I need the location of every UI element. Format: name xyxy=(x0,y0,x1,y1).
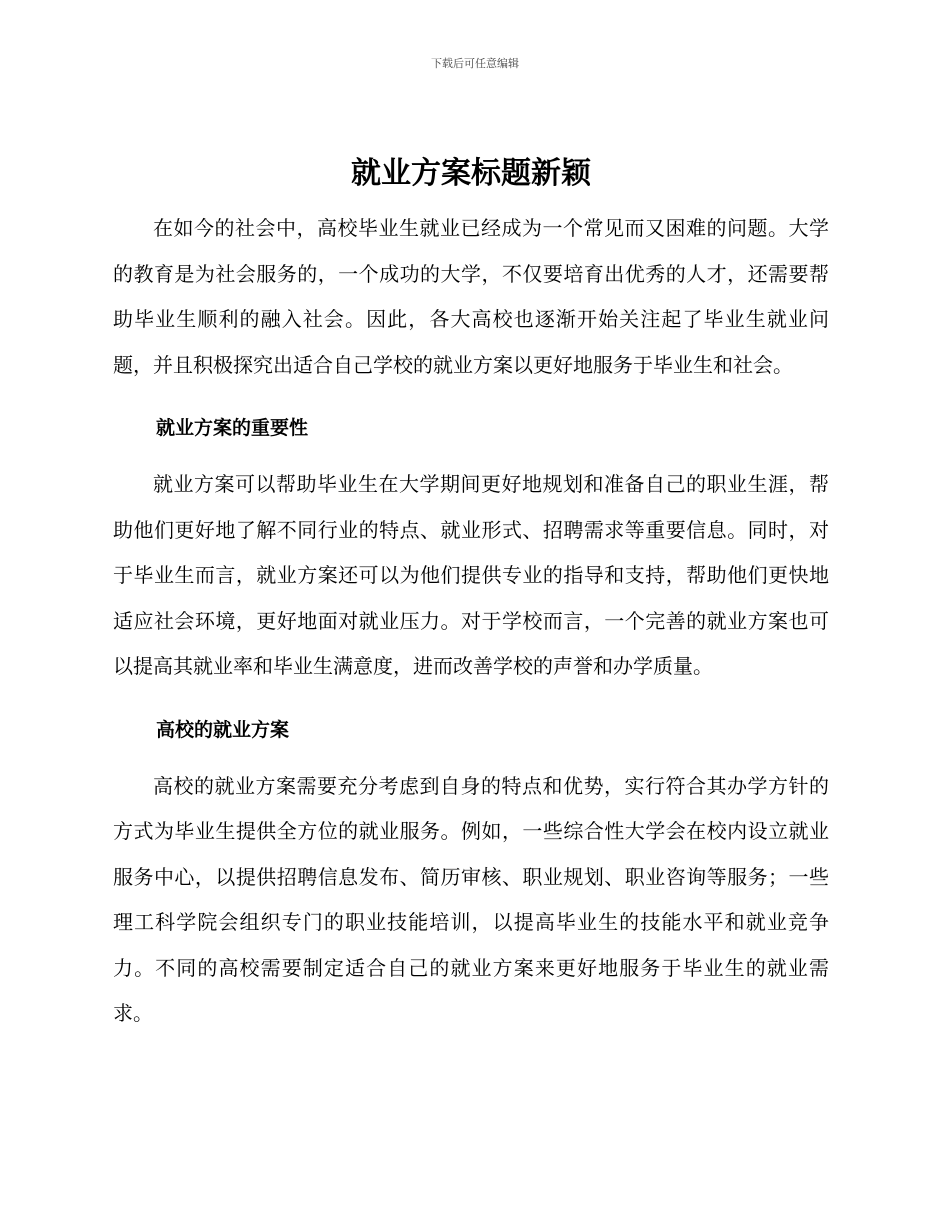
section-body-university-plans: 高校的就业方案需要充分考虑到自身的特点和优势，实行符合其办学方针的方式为毕业生提供全方位的就业服务。例如，一些综合性大学会在校内设立就业服务中心，以提供招聘信息发布、简历审核、职业规划、职业咨询等服务；一些理工科学院会组织专门的职业技能培训，以提高毕业生的技能水平和就业竞争力。不同的高校需要制定适合自己的就业方案来更好地服务于毕业生的就业需求。 xyxy=(113,773,829,1025)
page-header-note: 下载后可任意编辑 xyxy=(431,57,519,70)
section-body-importance: 就业方案可以帮助毕业生在大学期间更好地规划和准备自己的职业生涯，帮助他们更好地了解不同行业的特点、就业形式、招聘需求等重要信息。同时，对于毕业生而言，就业方案还可以为他们提供专业的指导和支持，帮助他们更快地适应社会环境，更好地面对就业压力。对于学校而言，一个完善的就业方案也可以提高其就业率和毕业生满意度，进而改善学校的声誉和办学质量。 xyxy=(113,472,829,678)
section-heading-university-plans: 高校的就业方案 xyxy=(156,718,290,741)
document-body xyxy=(113,148,829,1037)
intro-paragraph: 在如今的社会中，高校毕业生就业已经成为一个常见而又困难的问题。大学的教育是为社会服务的，一个成功的大学，不仅要培育出优秀的人才，还需要帮助毕业生顺利的融入社会。因此，各大高校也逐渐开始关注起了毕业生就业问题，并且积极探究出适合自己学校的就业方案以更好地服务于毕业生和社会。 xyxy=(113,216,829,377)
document-title: 就业方案标题新颖 xyxy=(351,156,591,191)
section-heading-importance: 就业方案的重要性 xyxy=(156,417,309,439)
